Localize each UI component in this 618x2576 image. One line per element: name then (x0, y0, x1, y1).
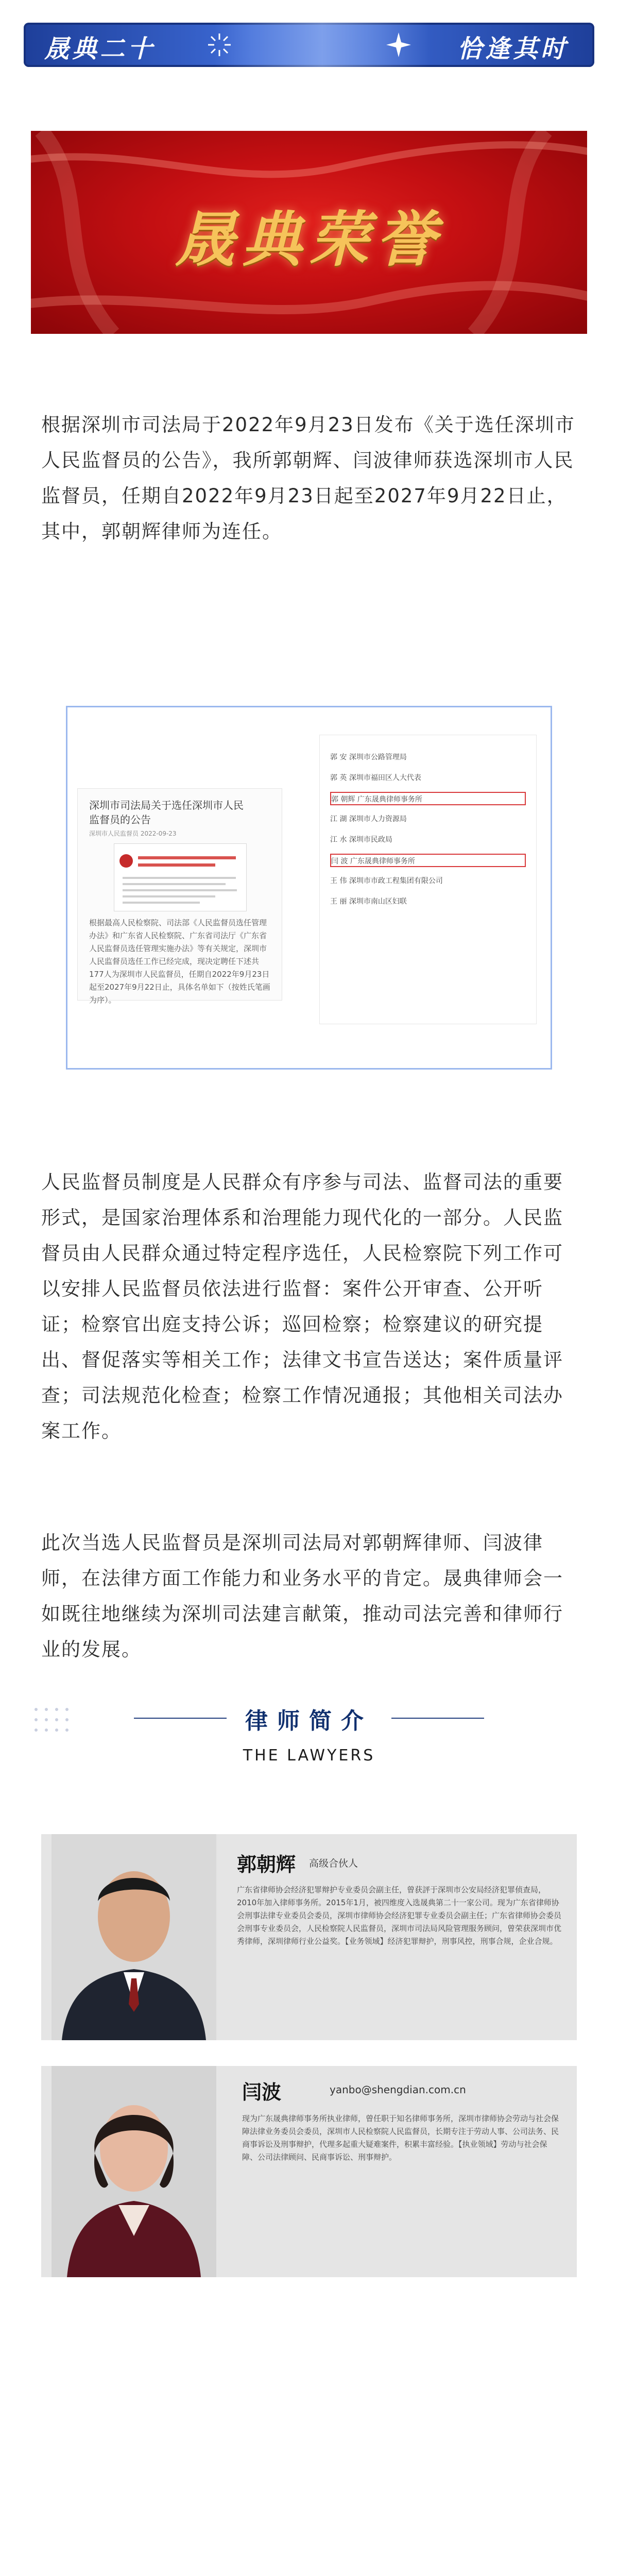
lawyer-name-guo: 郭朝辉 (237, 1853, 296, 1876)
article-paragraph-2: 人民监督员制度是人民群众有序参与司法、监督司法的重要形式，是国家治理体系和治理能力现代化的一部分。人民监督员由人民群众通过特定程序选任，人民检察院下列工作可以安排人民监督员依法进行监督：案件公开审查、公开听证；检察官出庭支持公诉；巡回检察；检察建议的研究提出、督促落实等相关工作；法律文书宣告送达；案件质量评查；司法规范化检查；检察工作情况通报；其他相关司法办案工作。 (41, 1171, 563, 1442)
doc-text-line (123, 895, 215, 897)
top-banner (0, 0, 618, 87)
notice-right-list (319, 735, 537, 1024)
doc-text-line (123, 877, 236, 879)
lawyer-bio-guo: 广东省律师协会经济犯罪辩护专业委员会副主任，曾获評于深圳市公安局经济犯罪侦查局，2010年加入律师事务所。2015年1月，被四维度入选晟典第二十一家公司。现为广东省律师协会刑事法律专业委员会委员，深圳市律师协会经济犯罪专业委员会副主任；广东省律师协会委员会刑事专业委员会，人民检察院人民监督员，深圳市司法局风险管理服务顾问，曾荣获深圳市优秀律师，深圳律师行业公益奖。【业务领域】经济犯罪辩护，刑事风控，刑事合规，企业合规。 (237, 1885, 562, 1946)
banner-bar (24, 23, 594, 67)
announcement-screenshot (62, 706, 556, 1077)
notice-row: 江 湖 深圳市人力资源局 (330, 815, 407, 823)
lawyer-email-yan[interactable]: yanbo@shengdian.com.cn (330, 2083, 466, 2096)
lawyers-section-header (0, 1695, 618, 1767)
notice-body: 根据最高人民检察院、司法部《人民监督员选任管理办法》和广东省人民检察院、广东省司法厅《广东省人民监督员选任管理实施办法》等有关规定，深圳市人民监督员选任工作已经完成，现决定聘任下述共177人为深圳市人民监督员，任期自2022年9月23日起至2027年9月22日止，具体名单如下（按姓氏笔画为序）。 (89, 918, 270, 1005)
honor-banner (31, 131, 587, 334)
honor-title: 晟典荣誉 (175, 205, 443, 275)
lawyer-name-yan: 闫波 (242, 2080, 282, 2104)
lawyers-section-subtitle: THE LAWYERS (243, 1747, 375, 1765)
notice-row: 王 伟 深圳市市政工程集团有限公司 (330, 877, 443, 885)
lawyer-bio-yan: 现为广东晟典律师事务所执业律师，曾任职于知名律师事务所，深圳市律师协会劳动与社会保障法律业务委员会委员，深圳市人民检察院人民监督员，长期专注于劳动人事、公司法务、民商事诉讼及刑事辩护，代理多起重大疑难案件，积累丰富经验。【执业领域】劳动与社会保障、公司法律顾问、民商事诉讼、刑事辩护。 (242, 2114, 559, 2162)
notice-row: 王 丽 深圳市南山区妇联 (330, 897, 407, 906)
lawyer-photo-guo (52, 1834, 216, 2040)
lawyer-card-yan (41, 2066, 577, 2277)
lawyer-card-guo (41, 1834, 577, 2040)
notice-row: 郭 安 深圳市公路管理局 (330, 753, 407, 761)
notice-document-thumbnail (114, 843, 247, 911)
doc-text-line (123, 889, 237, 891)
lawyer-role-guo: 高级合伙人 (309, 1858, 358, 1869)
article-paragraph-3: 此次当选人民监督员是深圳司法局对郭朝辉律师、闫波律师，在法律方面工作能力和业务水平的肯定。晟典律师会一如既往地继续为深圳司法建言献策，推动司法完善和律师行业的发展。 (41, 1532, 563, 1660)
doc-text-line (123, 883, 226, 885)
notice-subtitle: 深圳市人民监督员 2022-09-23 (89, 830, 177, 837)
lawyers-section-title: 律师简介 (245, 1708, 373, 1734)
doc-text-line (123, 902, 200, 904)
sparkle-icon (384, 30, 413, 59)
doc-header-line (138, 856, 236, 859)
notice-row-highlight: 郭 朝辉 广东晟典律师事务所 (330, 792, 526, 805)
doc-header-line (138, 863, 215, 867)
firework-icon (205, 30, 234, 59)
emblem-icon (119, 854, 133, 868)
notice-left-page (77, 788, 282, 1005)
article-paragraph-1: 根据深圳市司法局于2022年9月23日发布《关于选任深圳市人民监督员的公告》，我所郭朝辉、闫波律师获选深圳市人民监督员，任期自2022年9月23日起至2027年9月22日止，其中，郭朝辉律师为连任。 (41, 414, 575, 543)
notice-row: 江 水 深圳市民政局 (330, 836, 392, 844)
notice-title: 深圳市司法局关于选任深圳市人民监督员的公告 (89, 799, 244, 826)
banner-right-text: 恰逢其时 (457, 35, 569, 63)
lawyer-photo-yan (52, 2066, 216, 2277)
notice-row-highlight: 闫 波 广东晟典律师事务所 (330, 854, 526, 867)
notice-row: 郭 英 深圳市福田区人大代表 (330, 774, 421, 782)
banner-left-text: 晟典二十 (44, 35, 156, 63)
